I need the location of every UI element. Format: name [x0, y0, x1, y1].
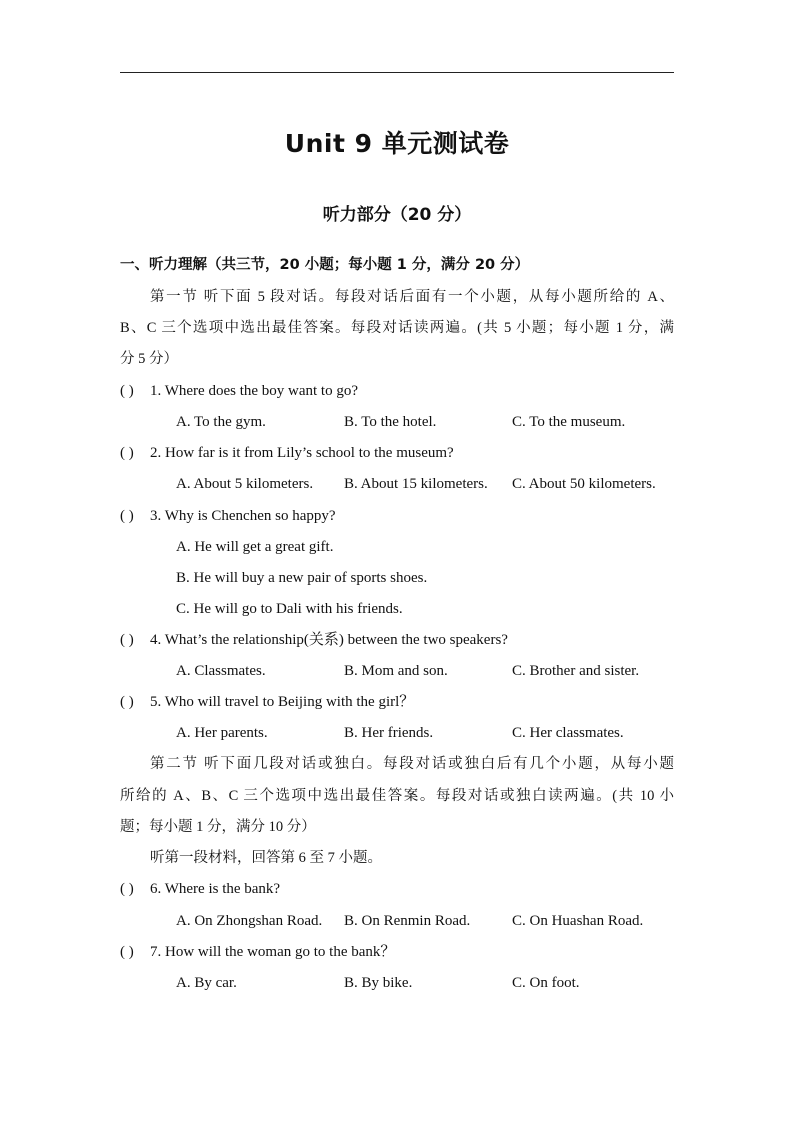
- q3-option-a: A. He will get a great gift.: [176, 539, 334, 555]
- part1-line-2: B、C 三个选项中选出最佳答案。每段对话读两遍。(共 5 小题；每小题 1 分，满: [120, 320, 674, 336]
- q6-option-b: B. On Renmin Road.: [344, 913, 471, 929]
- q4-option-c: C. Brother and sister.: [512, 663, 640, 679]
- header-rule: [120, 72, 674, 73]
- question-text: 1. Where does the boy want to go?: [150, 383, 359, 399]
- part1-line-1: 第一节 听下面 5 段对话。每段对话后面有一个小题，从每小题所给的 A、: [150, 289, 674, 305]
- page-title: Unit 9 单元测试卷: [284, 129, 510, 158]
- q6-option-c: C. On Huashan Road.: [512, 913, 644, 929]
- answer-blank[interactable]: ( ): [120, 445, 134, 461]
- q1-option-c: C. To the museum.: [512, 414, 626, 430]
- q1-option-b: B. To the hotel.: [344, 414, 437, 430]
- question-text: 6. Where is the bank?: [150, 881, 281, 897]
- q2-option-b: B. About 15 kilometers.: [344, 476, 488, 492]
- q3-option-c: C. He will go to Dali with his friends.: [176, 601, 403, 617]
- question-text: 3. Why is Chenchen so happy?: [150, 508, 336, 524]
- q5-option-a: A. Her parents.: [176, 725, 268, 741]
- section-subtitle: 听力部分（20 分）: [322, 205, 472, 225]
- q2-option-c: C. About 50 kilometers.: [512, 476, 656, 492]
- answer-blank[interactable]: ( ): [120, 383, 134, 399]
- question-3: [120, 506, 336, 526]
- answer-blank[interactable]: ( ): [120, 632, 134, 648]
- question-7: [120, 942, 395, 962]
- question-5: [120, 692, 414, 712]
- q5-option-c: C. Her classmates.: [512, 725, 624, 741]
- question-text: 2. How far is it from Lily’s school to the museum?: [150, 445, 454, 461]
- q5-option-b: B. Her friends.: [344, 725, 434, 741]
- q7-option-a: A. By car.: [176, 975, 237, 991]
- question-1: [120, 381, 358, 401]
- question-4: [120, 630, 508, 650]
- part2-line-1: 第二节 听下面几段对话或独白。每段对话或独白后有几个小题，从每小题: [150, 756, 674, 772]
- q7-option-c: C. On foot.: [512, 975, 580, 991]
- question-text: 4. What’s the relationship(关系) between the two speakers?: [150, 632, 508, 648]
- q1-option-a: A. To the gym.: [176, 414, 266, 430]
- q4-option-b: B. Mom and son.: [344, 663, 448, 679]
- q7-option-b: B. By bike.: [344, 975, 413, 991]
- answer-blank[interactable]: ( ): [120, 694, 134, 710]
- answer-blank[interactable]: ( ): [120, 881, 134, 897]
- question-2: [120, 443, 454, 463]
- part2-line-2: 所给的 A、B、C 三个选项中选出最佳答案。每段对话或独白读两遍。(共 10 小: [120, 788, 674, 804]
- answer-blank[interactable]: ( ): [120, 508, 134, 524]
- question-text: 7. How will the woman go to the bank？: [150, 944, 396, 960]
- part2-line-3: 题；每小题 1 分，满分 10 分）: [120, 819, 316, 835]
- answer-blank[interactable]: ( ): [120, 944, 134, 960]
- part2-instruction: 听第一段材料，回答第 6 至 7 小题。: [150, 850, 382, 866]
- question-6: [120, 879, 280, 899]
- q4-option-a: A. Classmates.: [176, 663, 266, 679]
- q2-option-a: A. About 5 kilometers.: [176, 476, 314, 492]
- section-heading: 一、听力理解（共三节，20 小题；每小题 1 分，满分 20 分）: [120, 257, 530, 273]
- q3-option-b: B. He will buy a new pair of sports shoes.: [176, 570, 428, 586]
- question-text: 5. Who will travel to Beijing with the girl？: [150, 694, 415, 710]
- q6-option-a: A. On Zhongshan Road.: [176, 913, 323, 929]
- part1-line-3: 分 5 分）: [120, 351, 178, 367]
